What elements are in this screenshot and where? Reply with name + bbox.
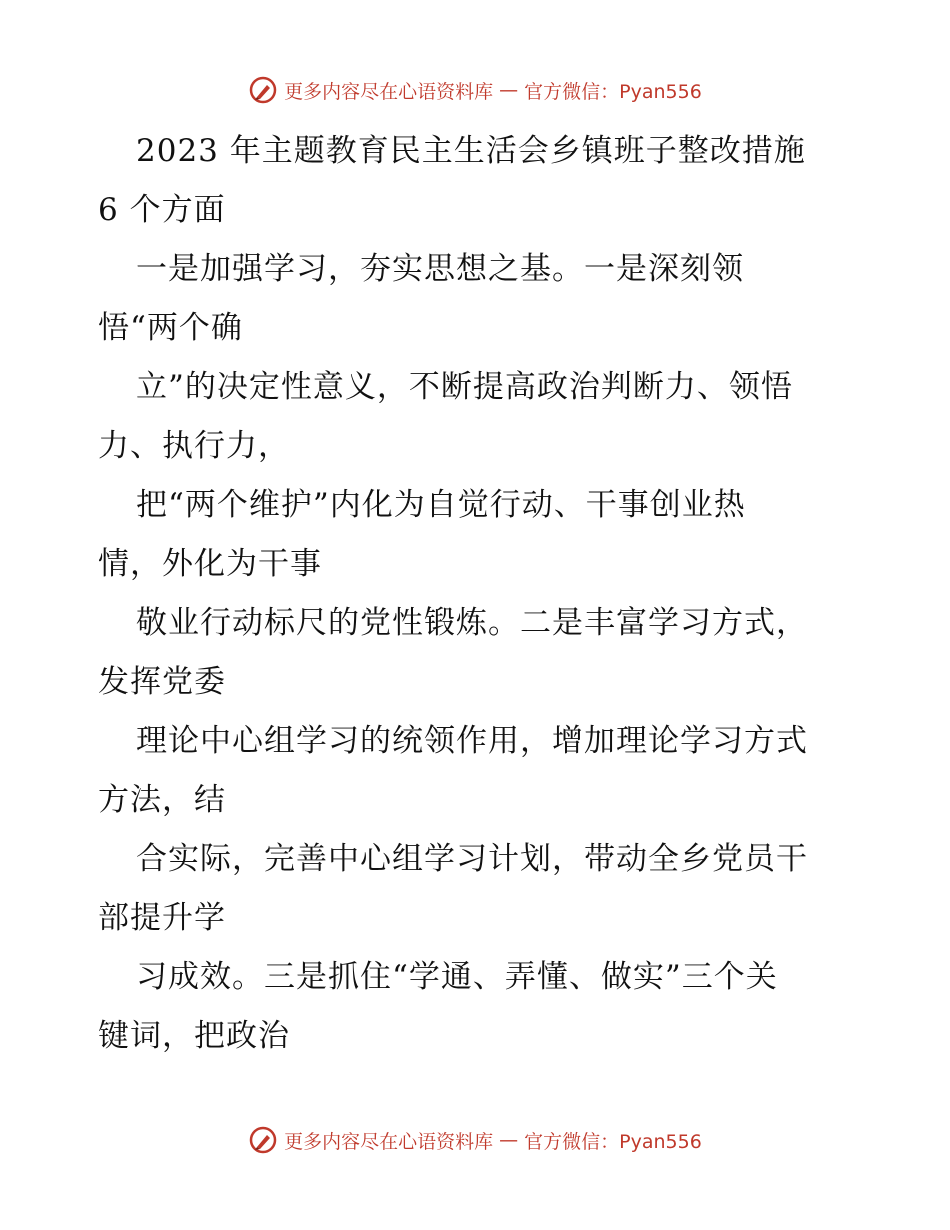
doc-title-line-2: 6 个方面 (98, 192, 226, 228)
banner-separator: — (499, 79, 519, 101)
doc-text-line: 理论中心组学习的统领作用，增加理论学习方式 (136, 723, 808, 759)
doc-text-line: 情，外化为干事 (98, 546, 322, 582)
doc-text-line: 悟“两个确 (98, 310, 243, 346)
pen-nib-logo-icon (248, 75, 278, 105)
doc-title-line-1: 2023 年主题教育民主生活会乡镇班子整改措施 (136, 133, 806, 169)
doc-text-line: 力、执行力， (98, 428, 290, 464)
doc-text-line: 一是加强学习，夯实思想之基。一是深刻领 (136, 251, 744, 287)
banner-site-text: 更多内容尽在心语资料库 (284, 1130, 494, 1153)
doc-text-line: 立”的决定性意义，不断提高政治判断力、领悟 (136, 369, 793, 405)
doc-text-line: 发挥党委 (98, 664, 226, 700)
doc-text-line: 把“两个维护”内化为自觉行动、干事创业热 (136, 487, 746, 523)
doc-text-line: 部提升学 (98, 900, 226, 936)
doc-text-line: 习成效。三是抓住“学通、弄懂、做实”三个关 (136, 959, 778, 995)
banner-wechat-text: 官方微信：Pyan556 (524, 1130, 702, 1153)
banner-separator: — (499, 1129, 519, 1151)
banner-wechat-text: 官方微信：Pyan556 (524, 80, 702, 103)
document-body (98, 122, 858, 1066)
doc-text-line: 敬业行动标尺的党性锻炼。二是丰富学习方式， (136, 605, 808, 641)
footer-banner (0, 1120, 950, 1160)
banner-site-text: 更多内容尽在心语资料库 (284, 80, 494, 103)
pen-nib-logo-icon (248, 1125, 278, 1155)
doc-text-line: 键词，把政治 (98, 1018, 290, 1054)
header-banner (0, 70, 950, 110)
doc-text-line: 合实际，完善中心组学习计划，带动全乡党员干 (136, 841, 808, 877)
doc-text-line: 方法，结 (98, 782, 226, 818)
